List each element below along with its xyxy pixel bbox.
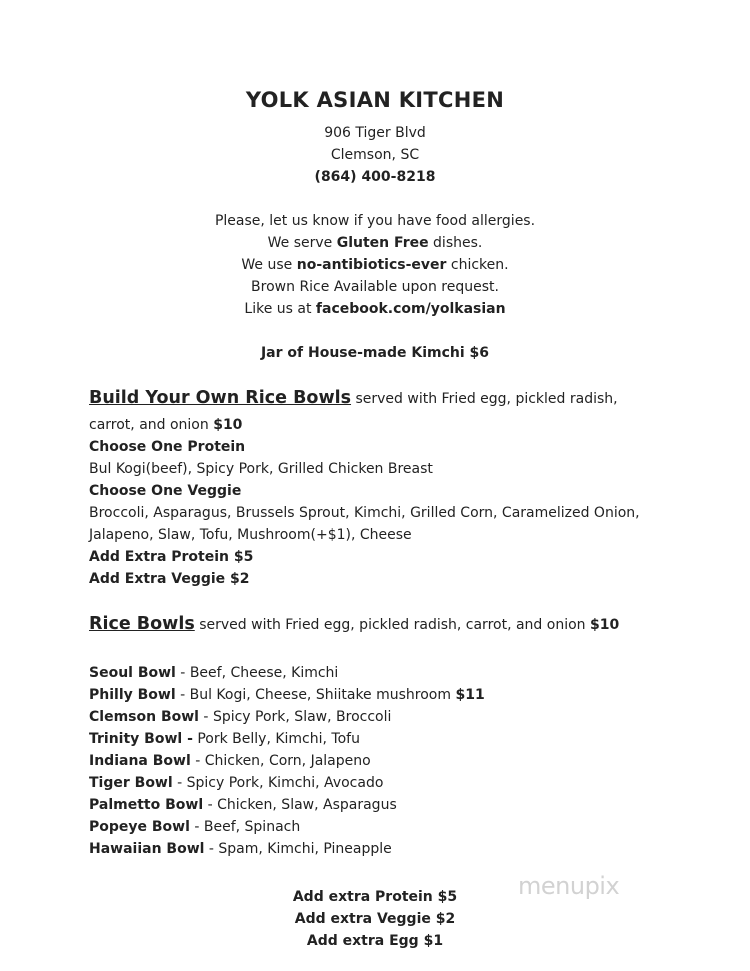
bowl-sep: - [189,819,204,835]
bowl-price: $11 [455,687,485,703]
bowl-sep: - [198,709,213,725]
build-your-own-heading-line [89,388,618,408]
bowl-desc: Pork Belly, Kimchi, Tofu [197,731,360,747]
bowl-name: Tiger Bowl [89,775,173,791]
protein-label: Choose One Protein [89,439,246,455]
phone-number: (864) 400-8218 [314,169,436,185]
bowl-item [89,709,391,725]
bowl-desc: Chicken, Slaw, Asparagus [217,797,397,813]
chicken-note [0,257,750,273]
bowl-name: Seoul Bowl [89,665,176,681]
bowl-name: Clemson Bowl [89,709,199,725]
gluten-free-note [0,235,750,251]
protein-options: Bul Kogi(beef), Spicy Pork, Grilled Chicken Breast [89,461,433,477]
chicken-bold: no-antibiotics-ever [296,257,447,273]
bowl-desc: Spicy Pork, Kimchi, Avocado [186,775,384,791]
rice-bowls-heading: Rice Bowls [89,614,195,634]
restaurant-name: YOLK ASIAN KITCHEN [245,88,505,112]
bowl-sep: - [190,753,205,769]
gluten-post: dishes. [428,235,483,251]
chicken-pre: We use [241,257,297,273]
bowl-desc: Spicy Pork, Slaw, Broccoli [212,709,392,725]
bowl-item [89,841,392,857]
bowl-name: Indiana Bowl [89,753,191,769]
kimchi-jar: Jar of House-made Kimchi $6 [260,345,490,361]
rice-bowls-served: served with Fried egg, pickled radish, carrot, and onion [194,617,590,633]
bowl-item [89,731,360,747]
gluten-pre: We serve [267,235,337,251]
build-your-own-price: $10 [213,417,243,433]
brown-rice-note: Brown Rice Available upon request. [251,279,499,295]
bowl-sep: - [204,841,219,857]
bowl-item [89,687,485,703]
address-line-1: 906 Tiger Blvd [324,125,426,141]
rice-bowls-price: $10 [589,617,620,633]
facebook-pre: Like us at [244,301,316,317]
bowl-name: Palmetto Bowl [89,797,204,813]
bowl-item [89,775,383,791]
build-your-own-served: served with Fried egg, pickled radish, [351,391,618,407]
bowl-desc: Beef, Spinach [203,819,301,835]
chicken-post: chicken. [446,257,509,273]
extra-veggie-footer: Add extra Veggie $2 [294,911,456,927]
bowl-desc: Bul Kogi, Cheese, Shiitake mushroom [189,687,456,703]
extra-egg-footer: Add extra Egg $1 [306,933,444,949]
bowl-desc: Chicken, Corn, Jalapeno [204,753,371,769]
bowl-name: Popeye Bowl [89,819,190,835]
gluten-bold: Gluten Free [336,235,429,251]
bowl-sep: - [172,775,187,791]
veggie-options-1: Broccoli, Asparagus, Brussels Sprout, Kimchi, Grilled Corn, Caramelized Onion, [89,505,640,521]
bowl-sep: - [203,797,218,813]
allergy-note: Please, let us know if you have food allergies. [214,213,536,229]
build-your-own-served-line-2 [89,417,242,433]
bowl-name: Philly Bowl [89,687,176,703]
bowl-item [89,665,338,681]
facebook-note [0,301,750,317]
rice-bowls-heading-line [89,614,619,634]
bowl-name: Trinity Bowl - [89,731,193,747]
bowl-desc: Beef, Cheese, Kimchi [189,665,339,681]
bowl-name: Hawaiian Bowl [89,841,205,857]
veggie-label: Choose One Veggie [89,483,242,499]
facebook-link[interactable]: facebook.com/yolkasian [315,301,506,317]
build-your-own-served-2: carrot, and onion [89,417,214,433]
extra-veggie: Add Extra Veggie $2 [89,571,250,587]
menupix-watermark: menupix [518,872,620,900]
bowl-item [89,819,300,835]
address-line-2: Clemson, SC [330,147,420,163]
bowl-item [89,797,397,813]
extra-protein-footer: Add extra Protein $5 [292,889,458,905]
extra-protein: Add Extra Protein $5 [89,549,254,565]
build-your-own-heading: Build Your Own Rice Bowls [89,388,352,408]
veggie-options-2: Jalapeno, Slaw, Tofu, Mushroom(+$1), Cheese [89,527,412,543]
bowl-item [89,753,371,769]
bowl-sep: - [175,687,190,703]
bowl-sep: - [175,665,190,681]
bowl-desc: Spam, Kimchi, Pineapple [218,841,392,857]
